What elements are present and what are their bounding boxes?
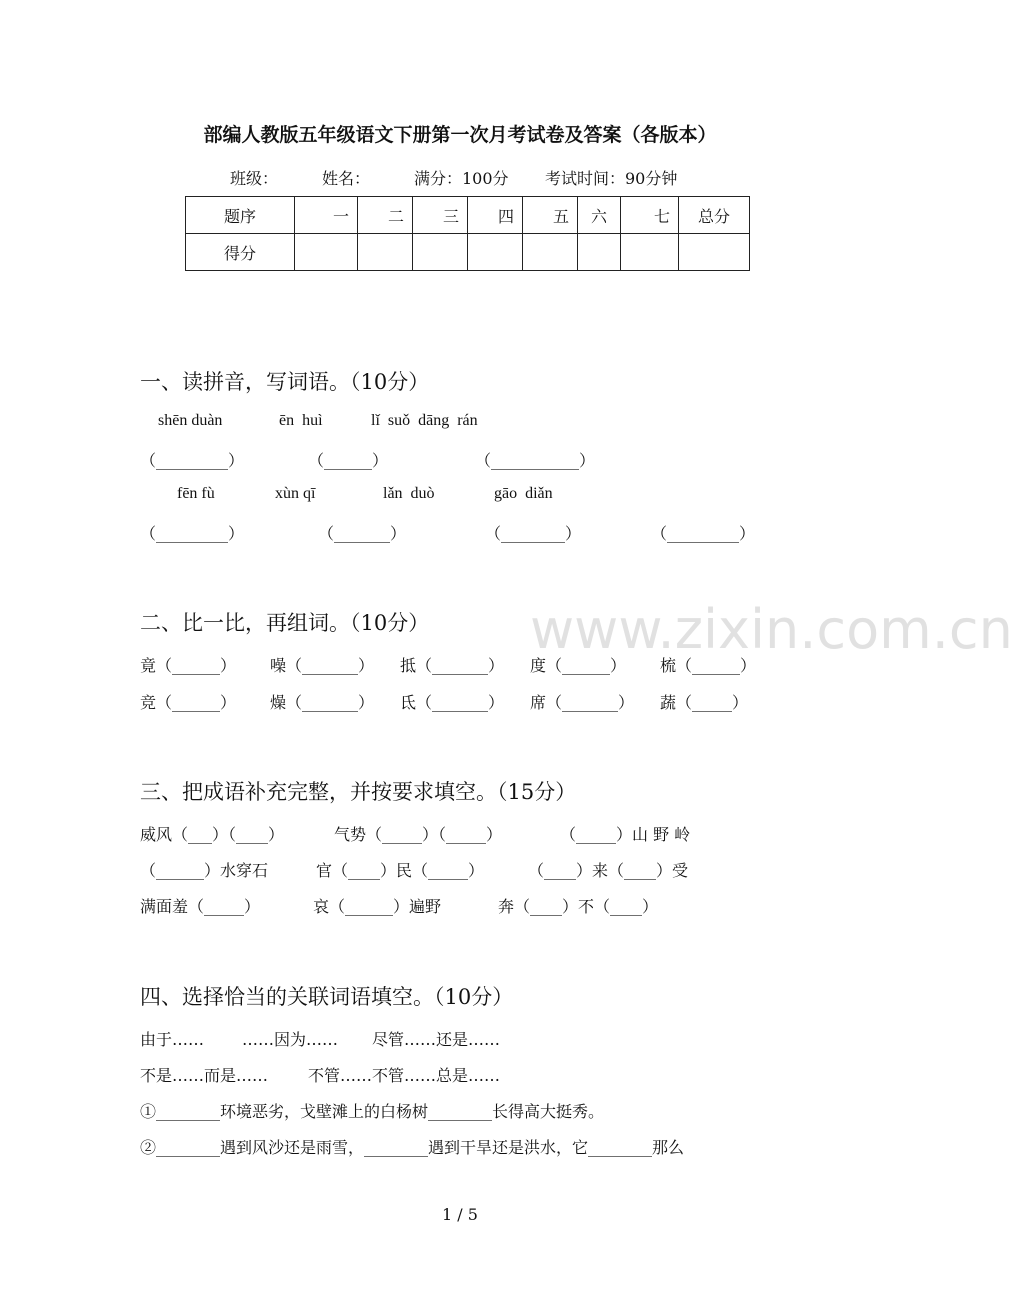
score-cell[interactable] — [621, 234, 679, 271]
header-cell: 六 — [578, 197, 621, 234]
section4-heading: 四、选择恰当的关联词语填空。（10分） — [140, 985, 514, 1009]
word-blank[interactable]: 竞（______） — [140, 693, 237, 712]
header-cell: 五 — [523, 197, 578, 234]
answer-blank[interactable]: （_______） — [318, 524, 407, 543]
class-label: 班级： — [230, 169, 279, 188]
answer-blank[interactable]: （___________） — [475, 451, 596, 470]
score-cell[interactable] — [413, 234, 468, 271]
header-cell: 三 — [413, 197, 468, 234]
conjunction-option: ……因为…… — [242, 1030, 339, 1049]
header-cell: 四 — [468, 197, 523, 234]
conjunction-option: 不是……而是…… — [140, 1066, 269, 1085]
idiom-blank[interactable]: （______）水穿石 — [140, 861, 269, 880]
header-cell: 题序 — [186, 197, 295, 234]
word-blank[interactable]: 梳（______） — [660, 656, 757, 675]
idiom-blank[interactable]: 满面羞（_____） — [140, 897, 261, 916]
header-cell: 二 — [358, 197, 413, 234]
section2-heading: 二、比一比，再组词。（10分） — [140, 611, 430, 635]
full-score-label: 满分：100分 — [414, 169, 509, 188]
page-title: 部编人教版五年级语文下册第一次月考试卷及答案（各版本） — [203, 124, 717, 146]
score-cell[interactable] — [358, 234, 413, 271]
pinyin: xùn qī — [275, 485, 316, 502]
score-cell[interactable] — [523, 234, 578, 271]
score-cell[interactable] — [679, 234, 750, 271]
section3-heading: 三、把成语补充完整，并按要求填空。（15分） — [140, 780, 577, 804]
word-blank[interactable]: 抵（_______） — [400, 656, 505, 675]
idiom-blank[interactable]: 哀（______）遍野 — [313, 897, 442, 916]
idiom-blank[interactable]: （____）来（____）受 — [528, 861, 689, 880]
answer-blank[interactable]: （______） — [308, 451, 389, 470]
word-blank[interactable]: 度（______） — [530, 656, 627, 675]
word-blank[interactable]: 竟（______） — [140, 656, 237, 675]
conjunction-option: 不管……不管……总是…… — [308, 1066, 501, 1085]
idiom-blank[interactable]: 奔（____）不（____） — [498, 897, 659, 916]
pinyin: fēn fù — [177, 485, 215, 502]
word-blank[interactable]: 噪（_______） — [270, 656, 375, 675]
question-1[interactable]: ①________环境恶劣，戈壁滩上的白杨树________长得高大挺秀。 — [140, 1102, 605, 1121]
word-blank[interactable]: 蔬（_____） — [660, 693, 749, 712]
score-cell[interactable] — [468, 234, 523, 271]
answer-blank[interactable]: （_________） — [140, 524, 245, 543]
score-table — [185, 196, 750, 271]
score-cell[interactable] — [295, 234, 358, 271]
pinyin: shēn duàn — [158, 412, 223, 429]
word-blank[interactable]: 席（_______） — [530, 693, 635, 712]
score-cell[interactable] — [578, 234, 621, 271]
header-cell: 一 — [295, 197, 358, 234]
conjunction-option: 尽管……还是…… — [372, 1030, 501, 1049]
idiom-blank[interactable]: 威风（___）（____） — [140, 825, 285, 844]
score-table-score-row — [186, 234, 750, 271]
word-blank[interactable]: 氐（_______） — [400, 693, 505, 712]
page-number: 1 / 5 — [442, 1205, 478, 1224]
answer-blank[interactable]: （_________） — [651, 524, 756, 543]
idiom-blank[interactable]: 官（____）民（_____） — [316, 861, 485, 880]
question-2[interactable]: ②________遇到风沙还是雨雪，________遇到干旱还是洪水，它________那么 — [140, 1138, 685, 1157]
watermark: www.zixin.com.cn — [530, 598, 1013, 661]
pinyin: lǐ suǒ dāng rán — [371, 412, 478, 429]
header-cell: 七 — [621, 197, 679, 234]
section1-heading: 一、读拼音，写词语。（10分） — [140, 370, 430, 394]
conjunction-option: 由于…… — [140, 1030, 205, 1049]
header-cell: 总分 — [679, 197, 750, 234]
idiom-blank[interactable]: 气势（_____）（_____） — [334, 825, 503, 844]
idiom-blank[interactable]: （_____）山 野 岭 — [560, 825, 691, 844]
score-table-header-row — [186, 197, 750, 234]
word-blank[interactable]: 燥（_______） — [270, 693, 375, 712]
pinyin: gāo diǎn — [494, 485, 553, 502]
name-label: 姓名： — [322, 169, 371, 188]
pinyin: lǎn duò — [383, 485, 435, 502]
answer-blank[interactable]: （_________） — [140, 451, 245, 470]
exam-time-label: 考试时间：90分钟 — [545, 169, 678, 188]
answer-blank[interactable]: （________） — [485, 524, 582, 543]
score-row-label: 得分 — [186, 234, 295, 271]
pinyin: ēn huì — [279, 412, 323, 429]
